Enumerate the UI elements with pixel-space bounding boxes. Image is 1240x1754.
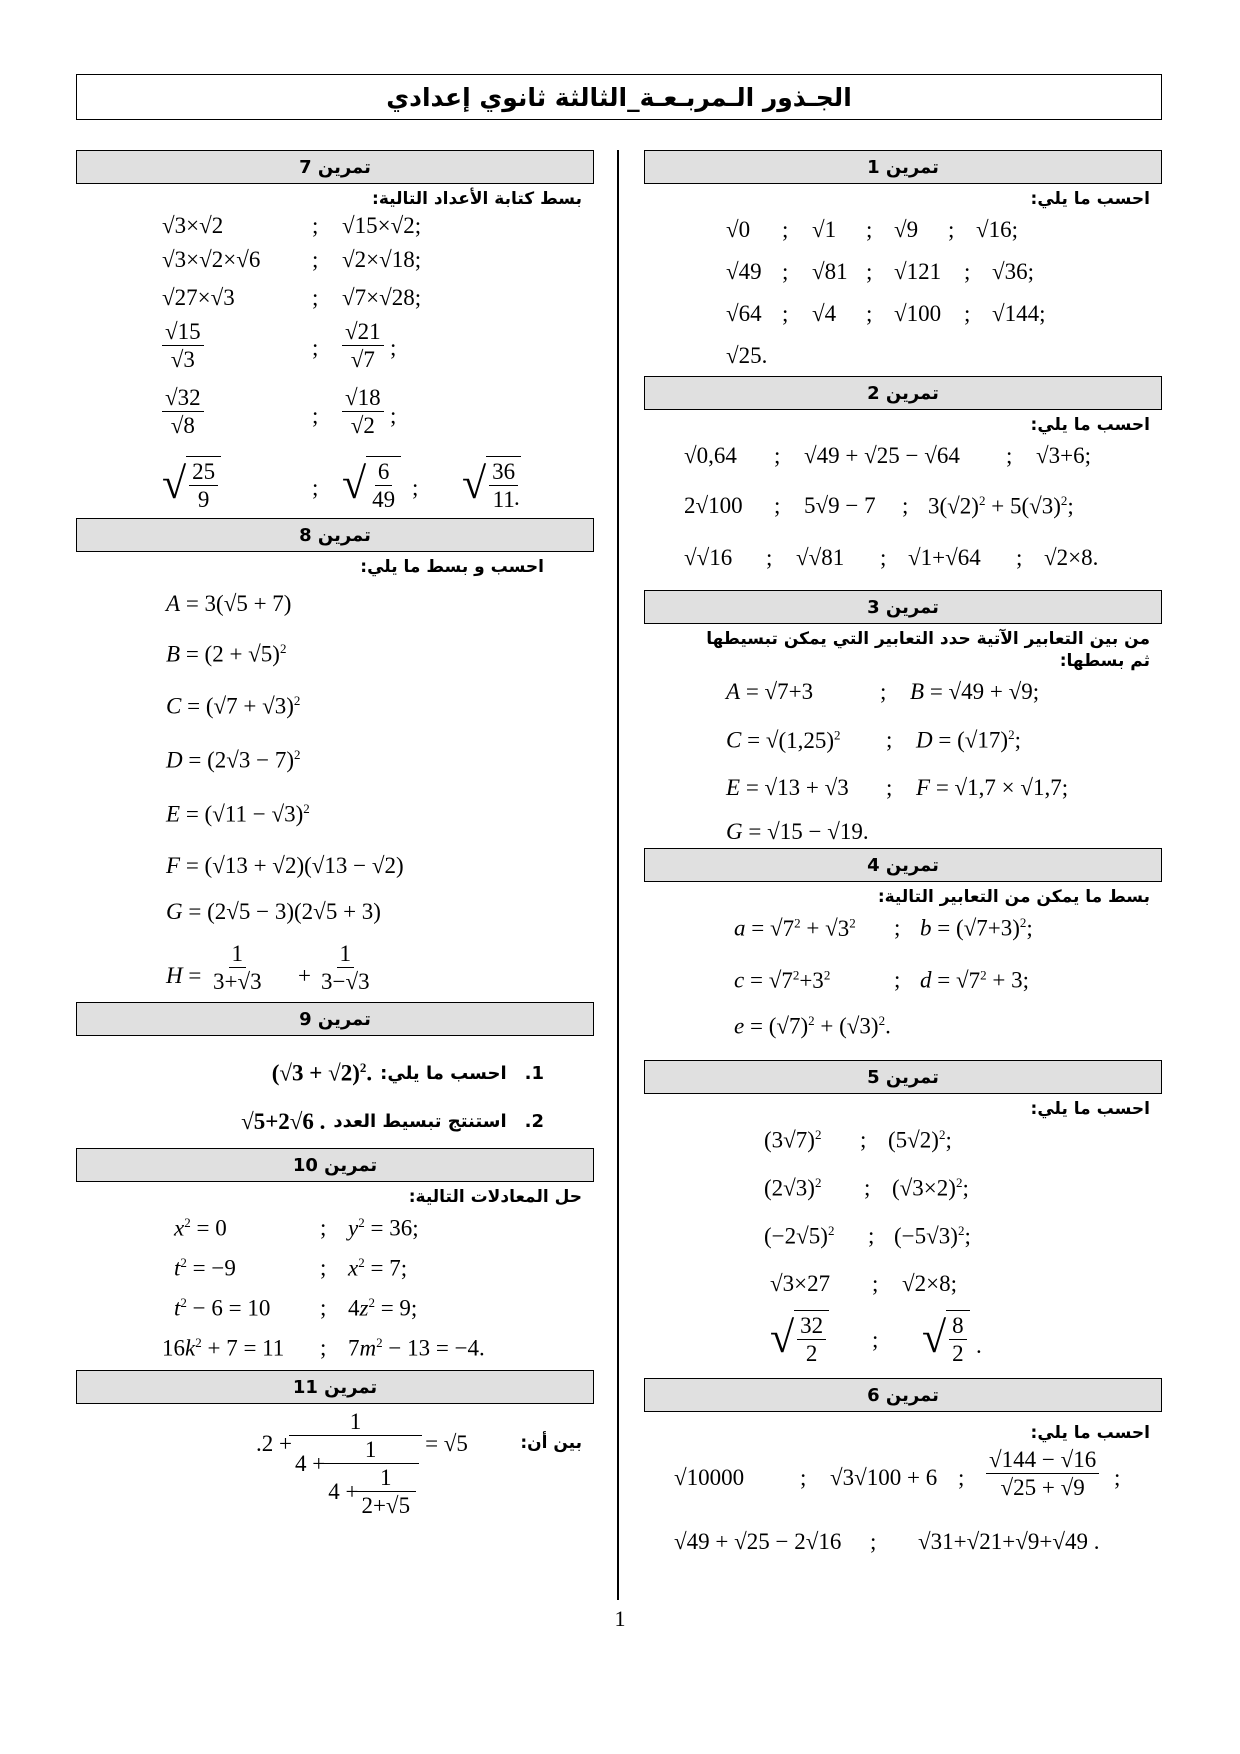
- exercise-3-line-2: $C = √(1,25)^2$ ; $D = (√17)^2$;: [726, 727, 1021, 753]
- exercise-10-line-2: $t^2 = -9$ ; $x^2 = 7$;: [174, 1255, 408, 1281]
- column-divider: [617, 150, 619, 1600]
- exercise-7-expressions: [76, 210, 594, 518]
- exercise-11-body: [76, 1404, 594, 1544]
- exercise-3-line-1: A = √7+3 ; B = √49 + √9;: [726, 679, 1040, 704]
- exercise-2-line-1: √0,64 ; √49 + √25 − √64 ; √3+6;: [684, 443, 1091, 468]
- exercise-6-instruction: احسب ما يلي:: [1030, 1423, 1150, 1443]
- exercise-7-line-4: $\frac{√15}{√3}$ ; $\frac{√21}{√7}$ ;: [162, 318, 594, 384]
- exercise-9-item-2-text: استنتج تبسيط العدد: [333, 1110, 507, 1132]
- exercise-3-line-3: E = √13 + √3 ; F = √1,7 × √1,7;: [726, 775, 1069, 800]
- exercise-9-item-1-number: 1.: [524, 1062, 544, 1084]
- exercise-6-header: تمرين 6: [644, 1378, 1162, 1412]
- exercise-2-instruction: احسب ما يلي:: [1030, 415, 1150, 435]
- exercise-11-instruction: بين أن:: [520, 1433, 582, 1453]
- exercise-10-expressions: [76, 1208, 594, 1368]
- exercise-8-line-A: A = 3(√5 + 7): [166, 591, 292, 616]
- exercise-10-line-3: $t^2 - 6 = 10$ ; $4z^2 = 9$;: [174, 1295, 418, 1321]
- exercise-7-line-1: √3×√2 ; √15×√2;: [162, 213, 422, 238]
- exercise-6-line-1: √10000 ; √3√100 + 6 ; $\frac{√144 - √16}{√25 + √9}$ ;: [674, 1447, 1121, 1500]
- exercise-9-item-1-text: احسب ما يلي:: [380, 1062, 507, 1084]
- exercise-7-line-6: √ $\frac{25}{9}$ ; √ $\frac{6}{49}$ ; √ $\frac{36}{11}$ .: [162, 456, 594, 518]
- exercise-10-line-1: $x^2 = 0$ ; $y^2 = 36$;: [174, 1215, 419, 1241]
- exercise-8-expressions: [76, 578, 594, 1002]
- exercise-7-line-2: √3×√2×√6 ; √2×√18;: [162, 247, 422, 272]
- exercise-8-line-H: H = $\frac{1}{3+√3}$ + $\frac{1}{3-√3}$: [166, 941, 370, 994]
- exercise-4-line-1: $a = √7^2 + √3^2$ ; $b = (√7+3)^2$;: [734, 915, 1033, 941]
- exercise-9-item-2: [76, 1098, 544, 1144]
- exercise-1-instruction: احسب ما يلي:: [1030, 189, 1150, 209]
- exercise-8-line-B: $B = (2 + √5)^2$: [166, 641, 287, 667]
- exercise-1-header: تمرين 1: [644, 150, 1162, 184]
- exercise-5-line-2: $(2√3)^2$ ; $(√3\times 2)^2$;: [764, 1175, 969, 1201]
- exercise-7-line-3: √27×√3 ; √7×√28;: [162, 285, 422, 310]
- exercise-7-instruction: بسط كتابة الأعداد التالية:: [372, 189, 582, 209]
- exercise-1-line-2: √49 ; √81 ; √121 ; √36;: [726, 259, 1035, 284]
- exercise-8-line-F: F = (√13 + √2)(√13 − √2): [166, 853, 404, 878]
- exercise-3-header: تمرين 3: [644, 590, 1162, 624]
- exercise-5-line-4: √3×27 ; √2×8;: [770, 1271, 957, 1296]
- exercise-4-header: تمرين 4: [644, 848, 1162, 882]
- right-column: [644, 150, 1162, 1566]
- exercise-9-item-1: [76, 1048, 544, 1098]
- exercise-7-header: تمرين 7: [76, 150, 594, 184]
- exercise-8-line-E: $E = (√11 - √3)^2$: [166, 801, 310, 827]
- exercise-5-line-5: √ $\frac{32}{2}$ ; √ $\frac{8}{2}$ .: [764, 1306, 1162, 1372]
- exercise-1-expressions: [644, 210, 1162, 370]
- exercise-3-instruction: من بين التعابير الآتية حدد التعابير التي يمكن تبسيطها ثم بسطها:: [706, 629, 1150, 671]
- page-title: الجـذور الـمربـعـة_الثالثة ثانوي إعدادي: [76, 74, 1162, 120]
- exercise-6-expressions: [644, 1444, 1162, 1566]
- exercise-2-line-2: 2√100 ; 5√9 − 7 ; $3(√2)^2 + 5(√3)^2$;: [684, 493, 1074, 519]
- exercise-1-line-3: √64 ; √4 ; √100 ; √144;: [726, 301, 1046, 326]
- exercise-1-line-1: √0 ; √1 ; √9 ; √16;: [726, 217, 1019, 242]
- exercise-5-instruction: احسب ما يلي:: [1030, 1099, 1150, 1119]
- exercise-2-expressions: [644, 436, 1162, 588]
- exercise-2-header: تمرين 2: [644, 376, 1162, 410]
- exercise-4-expressions: [644, 908, 1162, 1050]
- left-column: [76, 150, 594, 1544]
- exercise-3-line-4: G = √15 − √19.: [726, 819, 869, 844]
- exercise-8-line-D: $D = (2√3 - 7)^2$: [166, 747, 301, 773]
- exercise-5-line-3: $(-2√5)^2$ ; $(-5√3)^2$;: [764, 1223, 971, 1249]
- exercise-11-expression: .2 + 1 4 + 1 4 + $\frac{1}{2+√5}$ = √5: [256, 1409, 468, 1518]
- exercise-3-expressions: [644, 672, 1162, 848]
- exercise-8-header: تمرين 8: [76, 518, 594, 552]
- exercise-8-line-G: G = (2√5 − 3)(2√5 + 3): [166, 899, 381, 924]
- exercise-5-expressions: [644, 1120, 1162, 1372]
- exercise-9-items: [76, 1048, 594, 1144]
- exercise-9-item-1-expr: $(√3 + √2)^2$.: [271, 1060, 373, 1086]
- exercise-8-instruction: احسب و بسط ما يلي:: [360, 557, 544, 577]
- exercise-4-line-3: $e = (√7)^2 + (√3)^2$.: [734, 1013, 891, 1039]
- exercise-5-header: تمرين 5: [644, 1060, 1162, 1094]
- exercise-9-item-2-expr: √5+2√6 .: [241, 1108, 326, 1134]
- exercise-8-line-C: $C = (√7 + √3)^2$: [166, 693, 301, 719]
- page-number: 1: [614, 1606, 626, 1631]
- exercise-10-header: تمرين 10: [76, 1148, 594, 1182]
- exercise-2-line-3: √√16 ; √√81 ; √1+√64 ; √2×8.: [684, 545, 1099, 570]
- exercise-9-item-2-number: 2.: [524, 1110, 544, 1132]
- exercise-9-header: تمرين 9: [76, 1002, 594, 1036]
- exercise-5-line-1: $(3√7)^2$ ; $(5√2)^2$;: [764, 1127, 952, 1153]
- exercise-11-header: تمرين 11: [76, 1370, 594, 1404]
- exercise-10-instruction: حل المعادلات التالية:: [408, 1187, 582, 1207]
- exercise-6-line-2: √49 + √25 − 2√16 ; √31+√21+√9+√49 .: [674, 1529, 1100, 1554]
- exercise-4-instruction: بسط ما يمكن من التعابير التالية:: [877, 887, 1150, 907]
- exercise-4-line-2: $c = √7^2+3^2$ ; $d = √7^2 + 3$;: [734, 967, 1029, 993]
- exercise-1-line-4: √25.: [726, 343, 768, 368]
- exercise-7-line-5: $\frac{√32}{√8}$ ; $\frac{√18}{√2}$ ;: [162, 384, 594, 456]
- exercise-10-line-4: $16k^2 + 7 = 11$ ; $7m^2 - 13 = -4$.: [162, 1335, 485, 1361]
